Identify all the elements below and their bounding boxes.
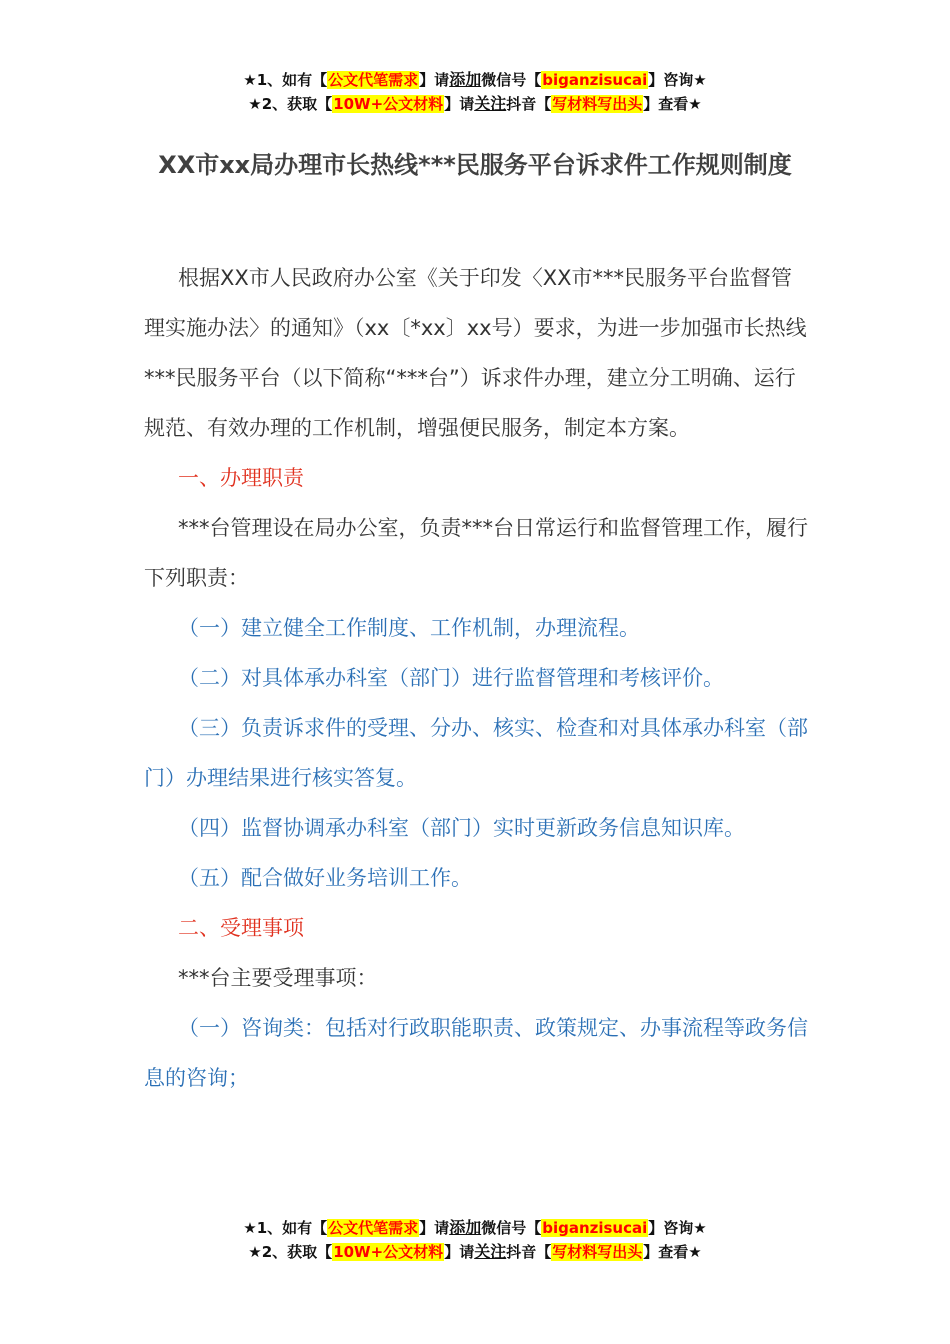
document-title: XX市xx局办理市长热线***民服务平台诉求件工作规则制度 [158,151,792,179]
highlight-wechat-id: biganzisucai [542,71,648,89]
highlight-douyin: 写材料写出头 [552,1243,643,1261]
list-item: （二）对具体承办科室（部门）进行监督管理和考核评价。 [178,666,724,690]
banner-line-2: ★2、获取【10W+公文材料】请关注抖音【写材料写出头】查看★ [248,94,702,113]
list-item: （五）配合做好业务培训工作。 [178,866,472,890]
header-banner [0,68,950,116]
banner-line-1: ★1、如有【公文代笔需求】请添加微信号【biganzisucai】咨询★ [243,70,707,89]
highlight-materials: 10W+公文材料 [333,95,444,113]
intro-paragraph: 根据XX市人民政府办公室《关于印发〈XX市***民服务平台监督管理实施办法〉的通知》（xx〔*xx〕xx号）要求，为进一步加强市长热线***民服务平台（以下简称“***台”）诉求件办理，建立分工明确、运行规范、有效办理的工作机制，增强便民服务，制定本方案。 [144,266,807,440]
highlight-douyin: 写材料写出头 [552,95,643,113]
highlight-materials: 10W+公文材料 [333,1243,444,1261]
highlight-ghostwriting: 公文代笔需求 [328,1219,419,1237]
highlight-wechat-id: biganzisucai [542,1219,648,1237]
list-item: （一）咨询类：包括对行政职能职责、政策规定、办事流程等政务信息的咨询； [144,1016,808,1090]
section-heading-1: 一、办理职责 [178,466,304,490]
footer-banner [0,1216,950,1264]
section-2-lead: ***台主要受理事项： [178,966,378,990]
document-body [144,253,808,1103]
list-item: （一）建立健全工作制度、工作机制，办理流程。 [178,616,640,640]
list-item: （四）监督协调承办科室（部门）实时更新政务信息知识库。 [178,816,745,840]
highlight-ghostwriting: 公文代笔需求 [328,71,419,89]
banner-line-1: ★1、如有【公文代笔需求】请添加微信号【biganzisucai】咨询★ [243,1218,707,1237]
section-heading-2: 二、受理事项 [178,916,304,940]
banner-line-2: ★2、获取【10W+公文材料】请关注抖音【写材料写出头】查看★ [248,1242,702,1261]
list-item: （三）负责诉求件的受理、分办、核实、检查和对具体承办科室（部门）办理结果进行核实答复。 [144,716,808,790]
section-1-lead: ***台管理设在局办公室，负责***台日常运行和监督管理工作，履行下列职责： [144,516,808,590]
